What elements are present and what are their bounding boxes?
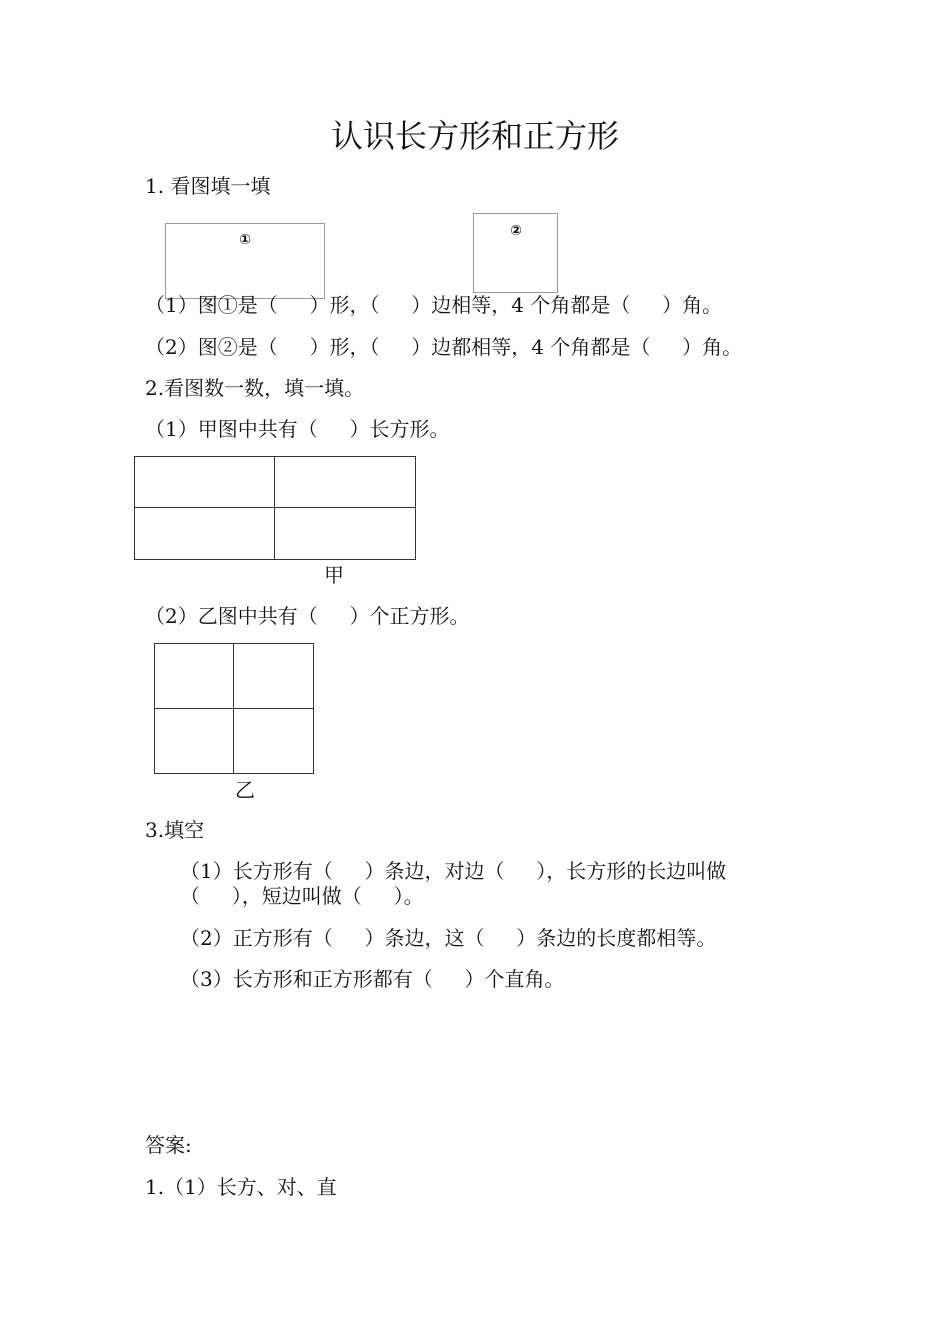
q2-heading: 2.看图数一数，填一填。	[145, 376, 365, 400]
shape-2-square	[473, 213, 558, 293]
yi-cell	[155, 709, 234, 774]
q2-part-2: （2）乙图中共有（ ）个正方形。	[145, 604, 470, 628]
q3-heading: 3.填空	[145, 818, 205, 842]
q3-item-3: （3）长方形和正方形都有（ ）个直角。	[180, 967, 565, 991]
q3-item-1-line-1: （1）长方形有（ ）条边，对边（ ），长方形的长边叫做	[180, 859, 727, 883]
q3-item-1-line-2: （ ），短边叫做（ ）。	[180, 884, 424, 908]
yi-figure-grid	[154, 643, 314, 774]
shape-1-label: ①	[239, 232, 251, 248]
jia-cell	[135, 508, 275, 559]
q2-part-1: （1）甲图中共有（ ）长方形。	[145, 417, 450, 441]
q3-item-2: （2）正方形有（ ）条边，这（ ）条边的长度都相等。	[180, 926, 717, 950]
jia-cell	[275, 457, 415, 508]
jia-cell	[275, 508, 415, 559]
yi-figure-label: 乙	[235, 778, 255, 802]
shape-2-label: ②	[510, 223, 522, 239]
yi-cell	[234, 709, 313, 774]
jia-figure-grid	[134, 456, 416, 560]
answers-heading: 答案:	[145, 1133, 192, 1157]
q1-heading: 1. 看图填一填	[145, 174, 271, 198]
shape-1-rectangle	[165, 223, 325, 299]
jia-cell	[135, 457, 275, 508]
page-title: 认识长方形和正方形	[330, 117, 619, 155]
yi-cell	[234, 644, 313, 709]
yi-cell	[155, 644, 234, 709]
jia-figure-label: 甲	[324, 563, 344, 587]
q1-line-1: （1）图①是（ ）形，（ ）边相等，4 个角都是（ ）角。	[145, 293, 723, 317]
answers-line-1: 1.（1）长方、对、直	[145, 1175, 337, 1199]
q1-line-2: （2）图②是（ ）形，（ ）边都相等，4 个角都是（ ）角。	[145, 335, 743, 359]
